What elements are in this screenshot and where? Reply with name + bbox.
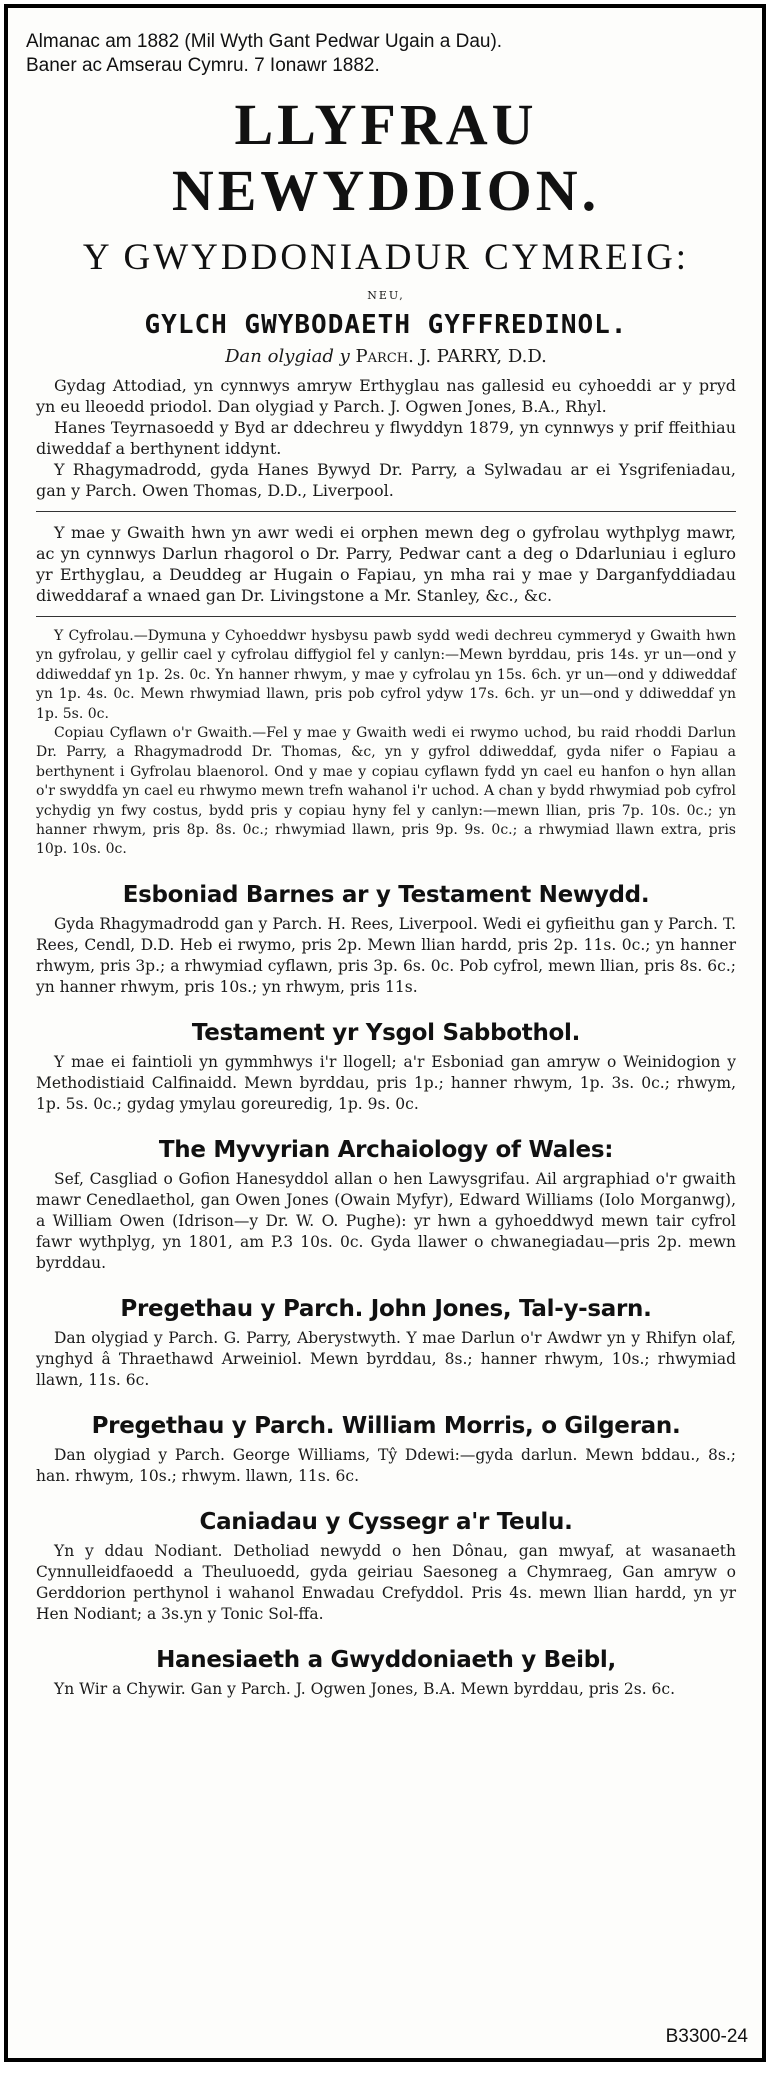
divider	[36, 616, 736, 617]
hanes-paragraph: Hanes Teyrnasoedd y Byd ar ddechreu y flwyddyn 1879, yn cynnwys y prif ffeithiau diweddaf a berthynent iddynt.	[36, 418, 736, 458]
william-morris-body: Dan olygiad y Parch. George Williams, Tŷ Ddewi:—gyda darlun. Mewn bddau., 8s.; han. rhwym, 10s.; rhwym. llawn, 11s. 6c.	[36, 1445, 736, 1485]
attodiad-paragraph: Gydag Attodiad, yn cynnwys amryw Erthyglau nas gallesid eu cyhoeddi ar y pryd yn eu lleoedd priodol. Dan olygiad y Parch. J. Ogwen Jones, B.A., Rhyl.	[36, 376, 736, 416]
divider	[36, 511, 736, 512]
editor-name: Parch. J. PARRY, D.D.	[355, 346, 547, 367]
john-jones-body: Dan olygiad y Parch. G. Parry, Aberystwyth. Y mae Darlun o'r Awdwr yn y Rhifyn olaf, ynghyd â Thraethawd Arweiniol. Mewn byrddau, 8s.; hanner rhwym, 10s.; rhwymiad llawn, 11s. 6c.	[36, 1328, 736, 1389]
caniadau-heading: Caniadau y Cyssegr a'r Teulu.	[199, 1508, 573, 1535]
john-jones-heading: Pregethau y Parch. John Jones, Tal-y-sarn.	[120, 1295, 652, 1322]
gwyddoniadur-title: Y GWYDDONIADUR CYMREIG:	[82, 237, 690, 278]
masthead	[36, 92, 736, 224]
testament-body: Y mae ei faintioli yn gymmhwys i'r llogell; a'r Esboniad gan amryw o Weinidogion y Methodistiaid Calfinaidd. Mewn byrddau, pris 1p.; hanner rhwym, 1p. 3s. 0c.; rhwym, 1p. 5s. 0c.; gydag ymylau goreuredig, 1p. 9s. 0c.	[36, 1052, 736, 1113]
neu-conjunction: NEU,	[367, 289, 405, 302]
caption-line-2: Baner ac Amserau Cymru. 7 Ionawr 1882.	[26, 55, 380, 76]
masthead-line-1: LLYFRAU	[234, 92, 538, 157]
gwaith-paragraph: Y mae y Gwaith hwn yn awr wedi ei orphen mewn deg o gyfrolau wythplyg mawr, ac yn cynnwys Darlun rhagorol o Dr. Parry, Pedwar cant a deg o Ddarluniau i egluro yr Erthyglau, a Deuddeg ar Hugain o Fapiau, yn mha rai y mae y Darganfyddiadau diweddaraf a wnaed gan Dr. Livingstone a Mr. Stanley, &c., &c.	[36, 523, 736, 605]
cyfrolau-paragraph: Y Cyfrolau.—Dymuna y Cyhoeddwr hysbysu pawb sydd wedi dechreu cymmeryd y Gwaith hwn yn gyfrolau, y gellir cael y cyfrolau diffygiol fel y canlyn:—Mewn byrddau, pris 14s. yr un—ond y ddiweddaf yn 1p. 2s. 0c. Yn hanner rhwym, y mae y cyfrolau yn 15s. 6ch. yr un—ond y ddiweddaf yn 1p. 4s. 0c. Mewn rhwymiad llawn, pris pob cyfrol ydyw 17s. 6ch. yr un—ond y ddiweddaf yn 1p. 5s. 0c.	[36, 628, 736, 722]
hanesiaeth-body: Yn Wir a Chywir. Gan y Parch. J. Ogwen Jones, B.A. Mewn byrddau, pris 2s. 6c.	[54, 1679, 676, 1698]
hanesiaeth-heading: Hanesiaeth a Gwyddoniaeth y Beibl,	[156, 1646, 616, 1673]
archive-reference: B3300-24	[665, 2026, 748, 2047]
william-morris-heading: Pregethau y Parch. William Morris, o Gilgeran.	[91, 1412, 681, 1439]
myvyrian-heading: The Myvyrian Archaiology of Wales:	[158, 1136, 614, 1163]
caption-line-1: Almanac am 1882 (Mil Wyth Gant Pedwar Ugain a Dau).	[26, 31, 503, 52]
caniadau-body: Yn y ddau Nodiant. Detholiad newydd o hen Dônau, gan mwyaf, at wasanaeth Cynnulleidfaoedd a Theuluoedd, gyda geiriau Saesoneg a Chymraeg, Gan amryw o Gerddorion perthynol i wahanol Enwadau Crefyddol. Pris 4s. mewn llian hardd, yn yr Hen Nodiant; a 3s.yn y Tonic Sol-ffa.	[36, 1541, 736, 1623]
copiau-paragraph: Copiau Cyflawn o'r Gwaith.—Fel y mae y Gwaith wedi ei rwymo uchod, bu raid rhoddi Darlun Dr. Parry, a Rhagymadrodd Dr. Thomas, &c, yn y gyfrol ddiweddaf, gyda nifer o Fapiau a berthynent i Gyfrolau blaenorol. Ond y mae y copiau cyflawn fydd yn cael eu hanfon o hyn allan o'r swyddfa yn cael eu rhwymo mewn trefn wahanol i'r uchod. A chan y bydd rhwymiad pob cyfrol ychydig yn fwy costus, bydd pris y copiau hyny fel y canlyn:—mewn llian, pris 7p. 10s. 0c.; yn hanner rhwym, pris 8p. 8s. 0c.; rhwymiad llawn, pris 9p. 9s. 0c.; a rhwymiad llawn extra, pris 10p. 10s. 0c.	[36, 725, 736, 858]
newspaper-advert	[36, 92, 736, 1700]
editor-prefix: Dan olygiad y	[225, 346, 350, 367]
gwyddoniadur-subtitle: GYLCH GWYBODAETH GYFFREDINOL.	[144, 310, 628, 340]
editor-line	[36, 346, 736, 367]
myvyrian-body: Sef, Casgliad o Gofion Hanesyddol allan o hen Lawysgrifau. Ail argraphiad o'r gwaith mawr Cenedlaethol, gan Owen Jones (Owain Myfyr), Edward Williams (Iolo Morganwg), a William Owen (Idrison—y Dr. W. O. Pughe): yr hwn a gyhoeddwyd mewn tair cyfrol fawr wythplyg, yn 1801, am P.3 10s. 0c. Gyda llawer o chwanegiadau—pris 2p. mewn byrddau.	[36, 1169, 736, 1272]
testament-heading: Testament yr Ysgol Sabbothol.	[191, 1019, 581, 1046]
masthead-line-2: NEWYDDION.	[171, 158, 601, 223]
rhagymadrodd-paragraph: Y Rhagymadrodd, gyda Hanes Bywyd Dr. Parry, a Sylwadau ar ei Ysgrifeniadau, gan y Parch. Owen Thomas, D.D., Liverpool.	[36, 460, 736, 500]
esboniad-body: Gyda Rhagymadrodd gan y Parch. H. Rees, Liverpool. Wedi ei gyfieithu gan y Parch. T. Rees, Cendl, D.D. Heb ei rwymo, pris 2p. Mewn llian hardd, pris 2p. 11s. 0c.; yn hanner rhwym, pris 3p.; a rhwymiad cyflawn, pris 3p. 6s. 0c. Pob cyfrol, mewn llian, pris 8s. 6c.; yn hanner rhwym, pris 10s.; yn rhwym, pris 11s.	[36, 914, 736, 996]
archive-caption	[26, 30, 502, 78]
esboniad-heading: Esboniad Barnes ar y Testament Newydd.	[122, 881, 650, 908]
